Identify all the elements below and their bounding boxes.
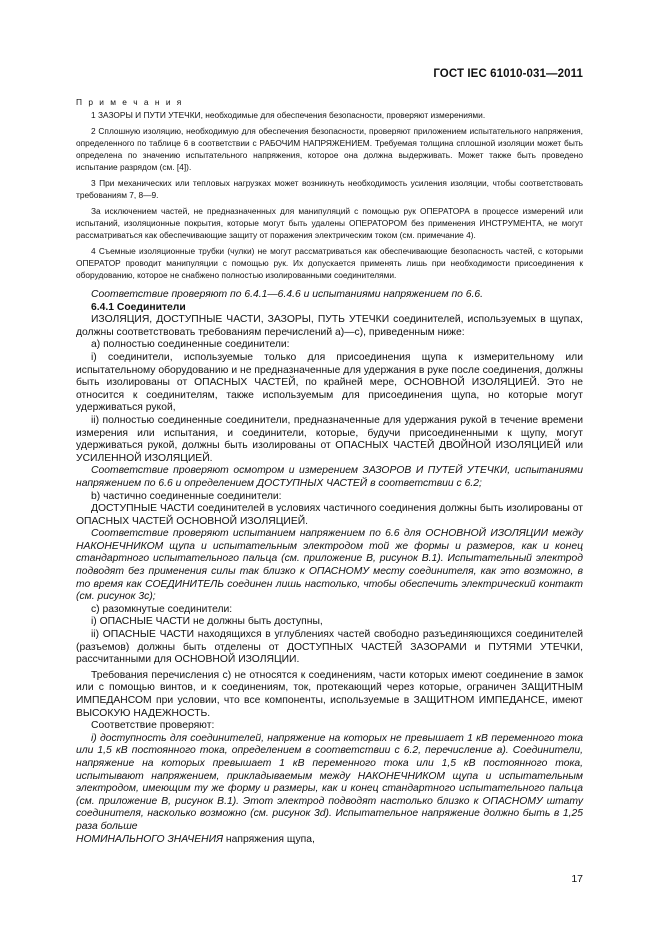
compliance-b: Соответствие проверяют испытанием напряжением по 6.6 для ОСНОВНОЙ ИЗОЛЯЦИИ между НАКОНЕЧНИКОМ щупа и испытательным электродом той же формы и размеров, как и конец стандартного испытательного пальца (см. приложение В, рисунок В.1). Испытательный электрод подводят без применения силы так близко к ОПАСНОМУ месту соединителя, как это возможно, в то время как СОЕДИНИТЕЛЬ соединен лишь настолько, чтобы обеспечить электрический контакт (см. рисунок 3с); (76, 528, 583, 603)
note-item: 3 При механических или тепловых нагрузках может возникнуть необходимость усиления изоляции, чтобы соответствовать требованиям 7, 8—9. (76, 178, 583, 200)
section-intro: ИЗОЛЯЦИЯ, ДОСТУПНЫЕ ЧАСТИ, ЗАЗОРЫ, ПУТЬ УТЕЧКИ соединителей, используемых в щупах, должны соответствовать требованиям перечислений а)—с), приведенным ниже: (76, 314, 583, 338)
document-id: ГОСТ IEC 61010-031—2011 (433, 68, 583, 80)
note-item: 4 Съемные изоляционные трубки (чулки) не могут рассматриваться как обеспечивающие безопасность частей, с которыми ОПЕРАТОР проводит манипуляции с помощью рук. Их допускается применять лишь при необходимости присоединения к оборудованию, которое не снабжено полностью изолированными соединителями. (76, 246, 583, 280)
item-a-i: i) соединители, используемые только для присоединения щупа к измерительному или испытательному оборудованию и не предназначенные для удержания в руке после соединения, должны быть изолированы от ОПАСНЫХ ЧАСТЕЙ, по крайней мере, ОСНОВНОЙ ИЗОЛЯЦИЕЙ. Это не относится к соединителям, также используемым для присоединения щупа, но которые могут удерживаться рукой, (76, 351, 583, 414)
notes-title: П р и м е ч а н и я (76, 97, 184, 107)
page-content (76, 96, 583, 846)
note-item: 2 Сплошную изоляцию, необходимую для обеспечения безопасности, проверяют приложением испытательного напряжения, определенного по таблице 6 в соответствии с РАБОЧИМ НАПРЯЖЕНИЕМ. Требуемая толщина сплошной изоляции может быть определена по значению испытательного напряжения, которое она должна выдерживать. Может также быть проведено испытание разрядом (см. [4]). (76, 126, 583, 172)
compliance-c-i-tail-upper: НОМИНАЛЬНОГО ЗНАЧЕНИЯ (76, 833, 224, 845)
compliance-intro: Соответствие проверяют по 6.4.1—6.4.6 и испытаниями напряжением по 6.6. (91, 289, 484, 300)
item-a: а) полностью соединенные соединители: (91, 339, 290, 351)
compliance-c-i-tail-rest: напряжения щупа, (225, 833, 315, 845)
compliance-c-i (76, 733, 583, 846)
page-number: 17 (571, 873, 583, 885)
item-b-text: ДОСТУПНЫЕ ЧАСТИ соединителей в условиях частичного соединения должны быть изолированы от ОПАСНЫХ ЧАСТЕЙ ОСНОВНОЙ ИЗОЛЯЦИЕЙ. (76, 503, 583, 527)
item-b: b) частично соединенные соединители: (91, 490, 282, 502)
item-c: с) разомкнутые соединители: (91, 603, 233, 615)
compliance-c-intro: Соответствие проверяют: (91, 720, 215, 732)
note-item: 1 ЗАЗОРЫ И ПУТИ УТЕЧКИ, необходимые для обеспечения безопасности, проверяют измерениями. (91, 110, 486, 120)
requirements-note: Требования перечисления с) не относятся к соединениям, части которых имеют соединение в замок или с помощью винтов, и к соединениям, ток, протекающий через которые, ограничен ЗАЩИТНЫМ ИМПЕДАНСОМ при условии, что все компоненты, используемые в ЗАЩИТНОМ ИМПЕДАНСЕ, имеют ВЫСОКУЮ НАДЕЖНОСТЬ. (76, 669, 583, 719)
note-item: За исключением частей, не предназначенных для манипуляций с помощью рук ОПЕРАТОРА в процессе измерений или испытаний, изоляционные покрытия, которые могут быть удалены ОПЕРАТОРОМ без применения ИНСТРУМЕНТА, не могут рассматриваться как обеспечивающие защиту от поражения электрическим током (см. примечание 4). (76, 206, 583, 240)
main-text (76, 289, 583, 846)
section-heading: 6.4.1 Соединители (91, 301, 186, 313)
notes-block (76, 96, 583, 281)
item-a-ii: ii) полностью соединенные соединители, предназначенные для удержания рукой в течение времени измерения или испытания, и соединители, которые, будучи присоединенными к щупу, могут удерживаться рукой, должны быть изолированы от ОПАСНЫХ ЧАСТЕЙ ДВОЙНОЙ ИЗОЛЯЦИЕЙ или УСИЛЕННОЙ ИЗОЛЯЦИЕЙ. (76, 414, 583, 464)
compliance-a: Соответствие проверяют осмотром и измерением ЗАЗОРОВ И ПУТЕЙ УТЕЧКИ, испытаниями напряжением по 6.6 и определением ДОСТУПНЫХ ЧАСТЕЙ в соответствии с 6.2; (76, 465, 583, 489)
compliance-c-i-text: i) доступность для соединителей, напряжение на которых не превышает 1 кВ переменного тока или 1,5 кВ постоянного тока, определением в соответствии с 6.2, перечисление а). Соединители, напряжение на которых превышает 1 кВ переменного тока или 1,5 кВ постоянного тока, испытывают напряжением, прикладываемым между НАКОНЕЧНИКОМ щупа и испытательным электродом, имеющим ту же форму и размеры, как и конец стандартного испытательного пальца (см. приложение В, рисунок В.1). Этот электрод подводят настолько близко к ОПАСНОМУ штату соединителя, насколько возможно (см. рисунок 3d). Испытательное напряжение должно быть в 1,25 раза больше (76, 732, 583, 832)
item-c-i: i) ОПАСНЫЕ ЧАСТИ не должны быть доступны, (91, 616, 323, 628)
item-c-ii: ii) ОПАСНЫЕ ЧАСТИ находящихся в углублениях частей свободно разъединяющихся соединителей (разъемов) должны быть отделены от ДОСТУПНЫХ ЧАСТЕЙ ЗАЗОРАМИ и ПУТЯМИ УТЕЧКИ, рассчитанными для ОСНОВНОЙ ИЗОЛЯЦИИ. (76, 629, 583, 666)
